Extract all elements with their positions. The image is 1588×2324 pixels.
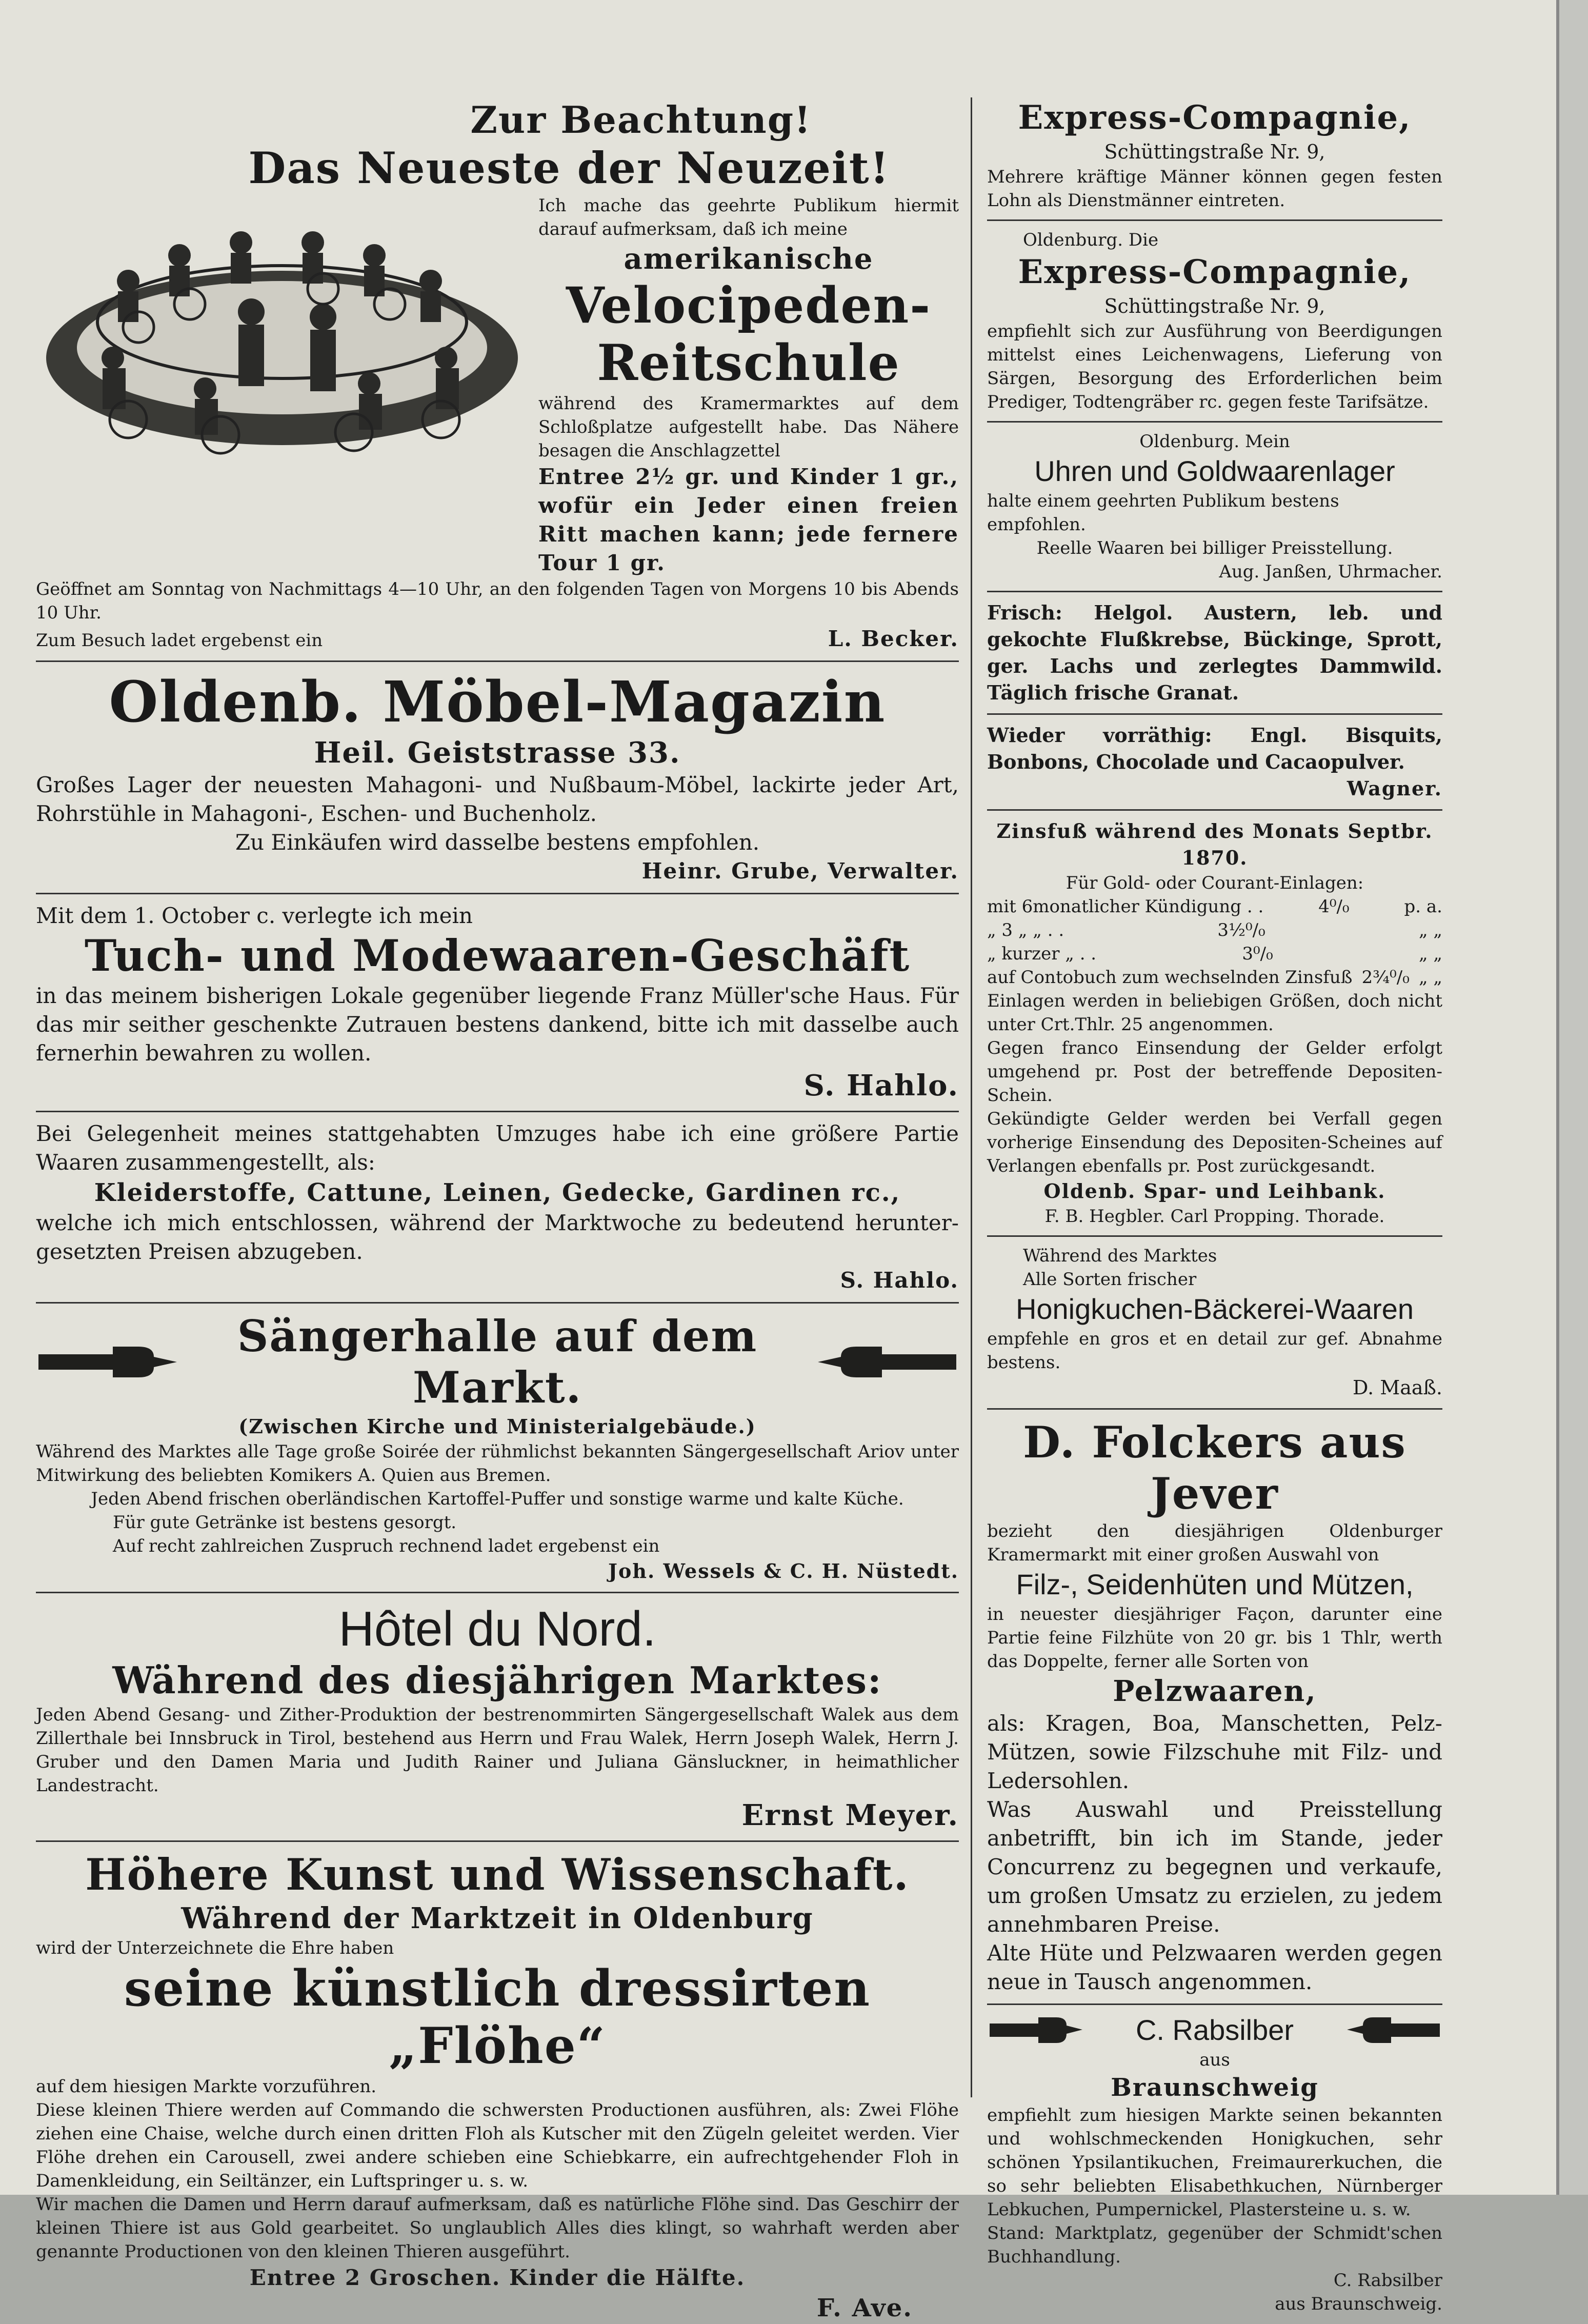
saenger-header [36,1311,959,1413]
umzug-text-2: welche ich mich entschlossen, während der Marktwoche zu bedeutend herunter-gesetzten Preisen abzugeben. [36,1210,959,1264]
saenger-sub: (Zwischen Kirche und Ministerialgebäude.) [238,1415,756,1438]
floehe-sign: F. Ave. [816,2294,913,2322]
rabsilber-sign: C. Rabsilber [1333,2270,1442,2291]
velo-kind: amerikanische [624,242,874,276]
saenger-text-4: Auf recht zahlreichen Zuspruch rechnend ladet ergebenst ein [113,1536,660,1556]
folckers-text-4: Was Auswahl und Preisstellung anbetrifft, bin ich im Stande, jeder Concurrenz zu begegnen und verkaufe, um großen Umsatz zu erzielen, zu jedem annehmbaren Preise. [987,1797,1442,1937]
wieder-sign: Wagner. [1346,777,1442,800]
folckers-text-5: Alte Hüte und Pelzwaaren werden gegen neue in Tausch angenommen. [987,1940,1442,1994]
umzug-text: Bei Gelegenheit meines stattgehabten Umzuges habe ich eine größere Partie Waaren zusammengestellt, als: [36,1121,959,1175]
divider [987,713,1442,715]
rabsilber-stand: Stand: Marktplatz, gegenüber der Schmidt'schen Buchhandlung. [987,2223,1442,2267]
velo-heading-1: Zur Beachtung! [470,98,812,142]
divider [987,809,1442,811]
pointing-hand-left-icon [815,1339,959,1385]
tuch-text: in das meinem bisherigen Lokale gegenüber liegende Franz Müller'sche Haus. Für das mir seither geschenkte Zutrauen bestens dankend, bitte ich mit dasselbe auch fernerhin bewahren zu wollen. [36,983,959,1066]
honig-text: empfehle en gros et en detail zur gef. Abnahme bestens. [987,1329,1442,1373]
rate-label: „ kurzer „ . . [987,944,1097,964]
folckers-pelz: Pelzwaaren, [1113,1674,1317,1708]
velo-price: Entree 2½ gr. und Kinder 1 gr., wofür ein Jeder einen freien Ritt machen kann; jede fernere Tour 1 gr. [538,464,959,575]
velo-text [538,194,959,463]
rate-unit: „ „ [1418,967,1442,988]
saenger-text-2: Jeden Abend frischen oberländischen Kartoffel-Puffer und sonstige warme und kalte Küche. [91,1489,904,1509]
rate-label: „ 3 „ „ . . [987,920,1064,940]
express2-city: Oldenburg. Die [1023,230,1159,250]
express2-text: empfiehlt sich zur Ausführung von Beerdigungen mittelst eines Leichenwagens, Lieferung von Särgen, Besorgung des Erforderlichen beim Prediger, Todtengräber rc. gegen feste Tarifsätze. [987,321,1442,412]
uhren-text-2: Reelle Waaren bei billiger Preisstellung. [1036,538,1393,558]
tuch-ad [36,901,959,1104]
rabsilber-aus: aus [1199,2050,1230,2070]
divider [36,893,959,894]
rabsilber-name: C. Rabsilber [1135,2014,1294,2046]
hotel-sub: Während des diesjährigen Marktes: [112,1658,882,1702]
moebel-address: Heil. Geiststrasse 33. [314,736,681,770]
express1-text: Mehrere kräftige Männer können gegen festen Lohn als Dienstmänner eintreten. [987,167,1442,211]
scan-edge [1559,0,1588,2195]
rate-value: 3½⁰/₀ [1217,920,1265,940]
floehe-title: Höhere Kunst und Wissenschaft. [85,1849,910,1900]
velo-title-2: Reitschule [597,334,900,392]
divider [987,219,1442,221]
floehe-after: auf dem hiesigen Markte vorzuführen. [36,2076,377,2097]
left-column [36,97,959,2324]
saenger-title: Sängerhalle auf dem Markt. [237,1311,758,1413]
velo-open: Geöffnet am Sonntag von Nachmittags 4—10 Uhr, an den folgenden Tagen von Morgens 10 bis Abends 10 Uhr. [36,579,959,623]
saenger-text-3: Für gute Getränke ist bestens gesorgt. [113,1512,457,1533]
rate-row [987,942,1442,966]
moebel-ad [36,669,959,886]
divider [987,1408,1442,1410]
folckers-title: D. Folckers aus Jever [1023,1417,1406,1519]
frisch-text: Frisch: Helgol. Austern, leb. und gekochte Flußkrebse, Bückinge, Sprott, ger. Lachs und zerlegtes Dammwild. Täglich frische Granat. [987,601,1442,704]
rabsilber-ad [987,2012,1442,2316]
rabsilber-header [987,2012,1442,2048]
frisch-ad [987,599,1442,706]
folckers-text-2: in neuester diesjähriger Façon, darunter eine Partie feine Filzhüte von 20 gr. bis 1 Thlr, werth das Doppelte, ferner alle Sorten von [987,1604,1442,1672]
pointing-hand-left-icon [1345,2012,1442,2048]
rate-row [987,966,1442,989]
honig-ad [987,1244,1442,1401]
tuch-title: Tuch- und Modewaaren-Geschäft [84,930,911,981]
uhren-title: Uhren und Goldwaarenlager [1034,455,1395,487]
divider [987,421,1442,423]
velo-invite: Zum Besuch ladet ergebenst ein [36,630,323,651]
folckers-text-3: als: Kragen, Boa, Manschetten, Pelz-Mützen, sowie Filzschuhe mit Filz- und Ledersohlen. [987,1711,1442,1793]
rabsilber-text: empfiehlt zum hiesigen Markte seinen bekannten und wohlschmeckenden Honigkuchen, sehr schönen Ypsilantikuchen, Freimaurerkuchen, die so sehr beliebten Elisabethkuchen, Nürnberger Lebkuchen, Pumpernickel, Plastersteine u. s. w. [987,2105,1442,2220]
floehe-price: Entree 2 Groschen. Kinder die Hälfte. [249,2265,746,2290]
zins-rates [987,895,1442,989]
honig-intro-2: Alle Sorten frischer [1023,1269,1197,1290]
zins-title: Zinsfuß während des Monats Septbr. 1870. [996,819,1433,869]
umzug-sign: S. Hahlo. [840,1268,959,1293]
zinsfuss-ad [987,818,1442,1228]
zins-text-3: Gekündigte Gelder werden bei Verfall gegen vorherige Einsendung des Depositen-Scheines auf Verlangen ebenfalls pr. Post zurückgesandt. [987,1109,1442,1176]
divider [36,1840,959,1842]
floehe-intro: wird der Unterzeichnete die Ehre haben [36,1938,394,1958]
divider [36,1302,959,1304]
tuch-sign: S. Hahlo. [803,1069,959,1103]
rate-value: 4⁰/₀ [1318,896,1350,917]
express2-title: Express-Compagnie, [1018,253,1412,291]
zins-text-2: Gegen franco Einsendung der Gelder erfolgt umgehend pr. Post der betreffende Depositen-Schein. [987,1038,1442,1106]
rate-label: auf Contobuch zum wechselnden Zinsfuß [987,967,1353,988]
hotel-sign: Ernst Meyer. [741,1798,959,1832]
rabsilber-city: Braunschweig [1111,2073,1319,2102]
pointing-hand-right-icon [36,1339,179,1385]
hotel-ad [36,1600,959,1833]
zins-sign: F. B. Hegbler. Carl Propping. Thorade. [1044,1206,1385,1227]
wieder-ad [987,722,1442,802]
floehe-sub: Während der Marktzeit in Oldenburg [181,1901,814,1935]
velo-intro: Ich mache das geehrte Publikum hiermit darauf aufmerksam, daß ich meine [538,195,959,239]
pointing-hand-right-icon [987,2012,1084,2048]
express-ad-2 [987,228,1442,414]
honig-sign: D. Maaß. [1353,1376,1442,1399]
uhren-sign: Aug. Janßen, Uhrmacher. [1219,562,1442,582]
rate-label: mit 6monatlicher Kündigung . . [987,896,1264,917]
hotel-text: Jeden Abend Gesang- und Zither-Produktion der bestrenommirten Sängergesellschaft Walek aus dem Zillerthale bei Innsbruck in Tirol, bestehend aus Herrn und Frau Walek, Herrn Joseph Walek, Herrn J. Gruber und den Damen Maria und Judith Rainer und Juliana Gänsluckner, in heimathlicher Landestracht. [36,1705,959,1796]
velo-footer [36,625,959,653]
rate-unit: p. a. [1404,896,1442,917]
floehe-ad [36,1849,959,2324]
umzug-items: Kleiderstoffe, Cattune, Leinen, Gedecke, Gardinen rc., [94,1178,901,1207]
divider [987,591,1442,592]
saenger-text: Während des Marktes alle Tage große Soirée der rühmlichst bekannten Sängergesellschaft Ariov unter Mitwirkung des beliebten Komikers A. Quien aus Bremen. [36,1441,959,1486]
rate-value: 3⁰/₀ [1242,944,1273,964]
honig-intro: Während des Marktes [1023,1246,1217,1266]
honig-title: Honigkuchen-Bäckerei-Waaren [1015,1293,1414,1325]
folckers-items: Filz-, Seidenhüten und Mützen, [1016,1568,1414,1600]
tuch-intro: Mit dem 1. October c. verlegte ich mein [36,903,473,928]
zins-head: Für Gold- oder Courant-Einlagen: [1066,873,1364,893]
divider [36,660,959,662]
floehe-text-2: Wir machen die Damen und Herrn darauf aufmerksam, daß es natürliche Flöhe sind. Das Geschirr der kleinen Thiere ist aus Gold gearbeitet. So unglaublich Alles dies klingt, so wahrhaft werden aber genannte Productionen von den kleinen Thieren ausgeführt. [36,2194,959,2262]
folckers-text: bezieht den diesjährigen Oldenburger Kramermarkt mit einer großen Auswahl von [987,1521,1442,1565]
uhren-ad [987,430,1442,584]
zins-bank: Oldenb. Spar- und Leihbank. [1043,1179,1386,1203]
wieder-text: Wieder vorräthig: Engl. Bisquits, Bonbons, Chocolade und Cacaopulver. [987,724,1442,773]
velocipede-ad [36,97,959,653]
saenger-sign: Joh. Wessels & C. H. Nüstedt. [608,1559,959,1582]
uhren-city: Oldenburg. Mein [1139,431,1290,452]
velo-desc: während des Kramermarktes auf dem Schloßplatze aufgestellt habe. Das Nähere besagen die Anschlagzettel [538,393,959,461]
floehe-text: Diese kleinen Thiere werden auf Commando die schwersten Productionen ausführen, als: Zwei Flöhe ziehen eine Chaise, welche durch einen dritten Floh als Kutscher mit den Zügeln geleitet werden. Vier Flöhe drehen ein Carousell, zwei andere schieben eine Schiebkarre, ein aufrechtgehender Floh in Damenkleidung, ein Seiltänzer, ein Luftspringer u. s. w. [36,2100,959,2191]
rate-unit: „ „ [1418,920,1442,940]
column-divider [971,97,972,2097]
express2-address: Schüttingstraße Nr. 9, [1104,295,1325,317]
express1-title: Express-Compagnie, [1018,98,1412,137]
divider [987,1235,1442,1237]
divider [36,1111,959,1112]
divider [36,1592,959,1593]
moebel-sign: Heinr. Grube, Verwalter. [641,858,959,884]
moebel-title: Oldenb. Möbel-Magazin [109,669,886,735]
express-ad-1 [987,97,1442,212]
hotel-title: Hôtel du Nord. [338,1601,656,1656]
rate-row [987,895,1442,918]
velo-heading-2: Das Neueste der Neuzeit! [248,143,890,193]
velo-title-1: Velocipeden- [566,276,932,334]
uhren-text: halte einem geehrten Publikum bestens empfohlen. [987,491,1339,535]
divider [987,2004,1442,2005]
rate-row [987,918,1442,942]
umzug-ad [36,1119,959,1295]
moebel-text: Großes Lager der neuesten Mahagoni- und Nußbaum-Möbel, lackirte jeder Art, Rohrstühle in Mahagoni-, Eschen- und Buchenholz. [36,772,959,826]
zins-text: Einlagen werden in beliebigen Größen, doch nicht unter Crt.Thlr. 25 angenommen. [987,991,1442,1035]
saenger-ad [36,1311,959,1585]
right-column [987,97,1442,2316]
moebel-text-2: Zu Einkäufen wird dasselbe bestens empfohlen. [235,830,760,855]
rabsilber-sign-2: aus Braunschweig. [1275,2294,1442,2314]
velo-sign: L. Becker. [828,626,959,651]
floehe-big: seine künstlich dressirten „Flöhe“ [124,1959,871,2075]
rate-unit: „ „ [1418,944,1442,964]
velocipede-illustration [36,194,528,460]
rate-value: 2¾⁰/₀ [1361,967,1410,988]
express1-address: Schüttingstraße Nr. 9, [1104,141,1325,163]
folckers-ad [987,1417,1442,1996]
velo-body [36,194,959,463]
